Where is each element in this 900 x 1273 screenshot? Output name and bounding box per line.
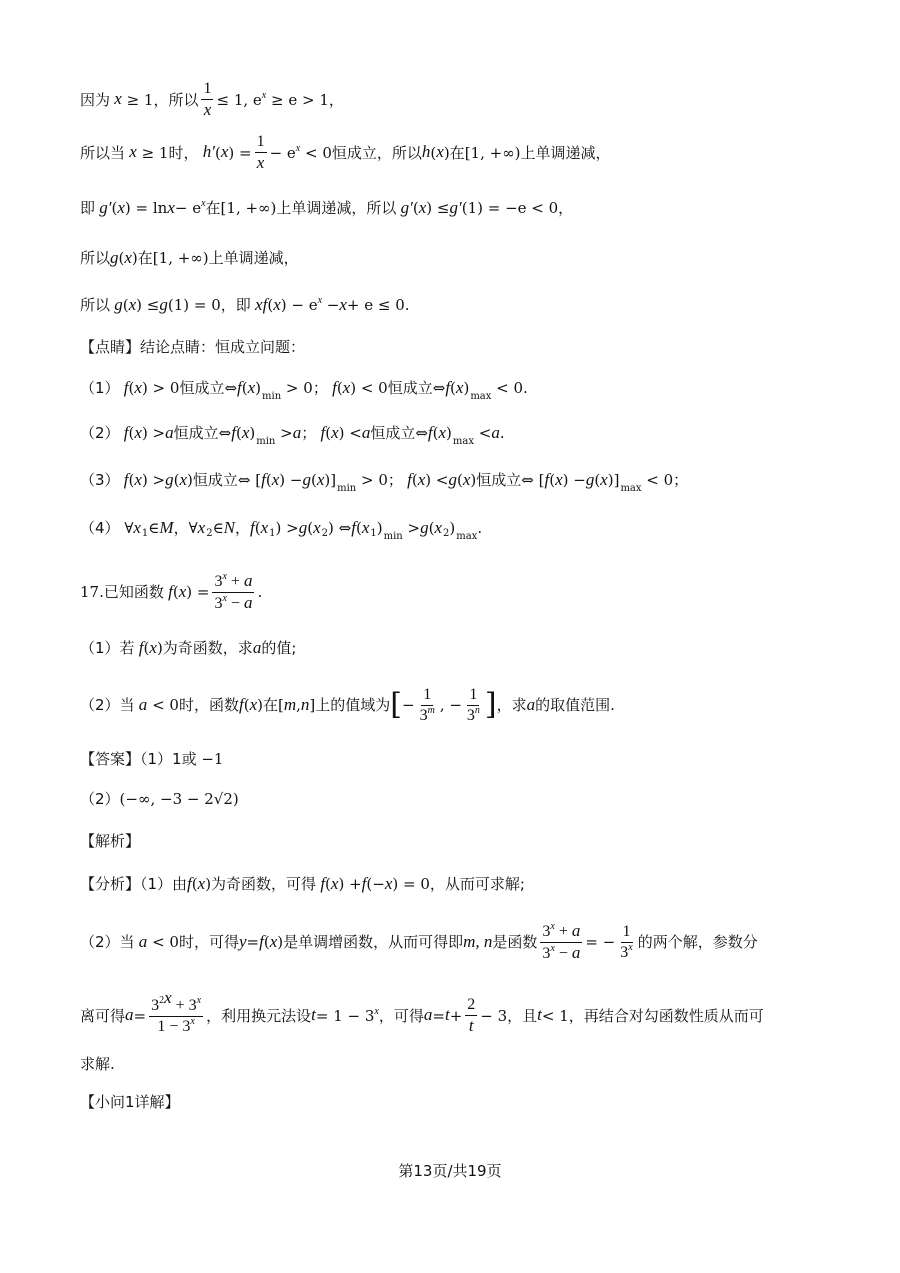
line-1: 因为 x ≥ 1， 所以 $\frac{1}{x}$ ≤ 1, $e^x \ge e > 1$， [80,80,344,119]
text: 【点睛】结论点睛：恒成立问题： [80,338,306,356]
analysis-line-1: 【分析】（1）由 f ( x ) 为奇函数，可得 f ( x ) + f (− x ) = 0 ，从而可求解; [80,874,525,894]
text: 所以 [80,296,111,315]
text: 为奇函数，求 [162,639,253,658]
text: 上单调递减， [520,143,611,162]
text: （2） [80,424,120,443]
text: （1） [80,379,120,398]
line-10: （4） ∀ x 1 ∈ M ，∀ x 2 ∈ N ， f ( x 1 ) > g ( x 2 ) ⇔ f ( x 1 )$_{min}$ > g ( x 2 )$_{max}$. [80,518,483,543]
text: ； [301,424,317,443]
text: 是单调增函数，从而可得即 [283,933,464,952]
text: 求解. [80,1055,115,1073]
text: ，再结合对勾函数性质从而可 [568,1006,764,1025]
line-5: 所以 g ( x ) ≤ g (1) = 0 ，即 xf ( x ) − $e^x$ − x + e ≤ 0. [80,295,410,315]
answer-line-2: （2） (−∞, −3 − 2√2) [80,790,239,808]
text: 【解析】 [80,832,141,850]
text: ，可得 [378,1006,424,1025]
text: 恒成立 [476,471,522,490]
text: 的取值范围. [535,696,615,715]
text: ，求 [496,696,527,715]
line-9: （3） f ( x ) > g ( x ) 恒成立 ⇔ [ f ( x ) − g ( x )]$_{min} > 0$ ； f ( x ) < g ( x ) 恒成立 ⇔ [ f ( x ) − g ( x )]$_{max} < 0$； [80,470,689,495]
text: ，从而可求解; [429,875,525,894]
text: 在 [205,199,221,218]
text: 的值; [261,639,297,658]
analysis-line-2: （2）当 a < 0 时，可得 y = f ( x ) 是单调增函数，从而可得即 m, n 是函数 $\frac{3^x + a}{3^x - a}$ = − $\frac{1}{3^x}$ 的两个解，参数分 [80,921,758,962]
text: 所以 [168,90,199,109]
text: 已知函数 [103,583,164,602]
text: （1）若 [80,639,135,658]
text: 在 [262,696,278,715]
answer-label: 【答案】（1）1或 [80,750,197,768]
text: 恒成立 [370,424,416,443]
text: 时，可得 [178,933,239,952]
line-7: （1） f ( x ) > 0 恒成立 ⇔ f ( x )$_{min} > 0$ ； f ( x ) < 0 恒成立 ⇔ f ( x )$_{max} < 0$. [80,378,528,403]
question-number: 17. [80,583,104,602]
question-part-2: （2）当 a < 0 时，函数 f ( x ) 在 [ m , n ] 上的值域为 [ − $\frac{1}{3^m}$ , − $\frac{1}{3^n}$ ] ，求 a 的取值范围. [80,686,615,724]
question-17: 17. 已知函数 f ( x ) = $\frac{3^x + a}{3^x - a}$ . [80,571,263,612]
answer-line-1: 【答案】（1）1或 −1 [80,750,224,768]
text: 恒成立，所以 [331,143,422,162]
analysis-line-4 [80,1055,860,1073]
text: ，且 [507,1006,538,1025]
text: 在 [137,249,153,268]
text: 在 [449,143,465,162]
text: 上单调递减，所以 [276,199,397,218]
text: ； [312,379,328,398]
text: ，利用换元法设 [206,1006,312,1025]
analysis-line-3: 离可得 a = $\frac{3^{2x} + 3^x}{1 - 3^x}$ ，利用换元法设 t = $1 - 3^x$ ，可得 a = t + $\frac{2}{t}$ − 3 ，且 t < 1 ，再结合对勾函数性质从而可 [80,988,764,1035]
text: （4） [80,519,120,538]
text: 因为 [80,90,111,109]
text: ，即 [220,296,251,315]
text: 为奇函数，可得 [211,875,317,894]
analysis-label [80,832,860,850]
text: 离可得 [80,1006,126,1025]
text: （2）当 [80,696,135,715]
text: 恒成立 [192,471,238,490]
text: 恒成立 [179,379,225,398]
line-3: 即 g′ ( x ) = ln x − $e^x$ 在 [1, +∞) 上单调递减，所以 g′ ( x ) ≤ g′ (1) = −e < 0， [80,198,574,218]
text: 时，函数 [178,696,239,715]
text: 上的值域为 [315,696,391,715]
text: 【小问1详解】 [80,1093,180,1111]
question-part-1: （1）若 f ( x ) 为奇函数，求 a 的值; [80,638,297,658]
text: 时， [168,143,199,162]
text: 恒成立 [173,424,219,443]
text: 恒成立 [387,379,433,398]
subquestion-1-heading [80,1093,860,1111]
text: 上单调递减， [208,249,299,268]
text: 所以当 [80,143,126,162]
page-number: 第13页/共19页 [398,1162,502,1180]
text: （2）当 [80,933,135,952]
line-4: 所以 g ( x ) 在 [1, +∞) 上单调递减， [80,248,299,268]
line-8: （2） f ( x ) > a 恒成立 ⇔ f ( x )$_{min}$ > a ； f ( x ) < a 恒成立 ⇔ f ( x )$_{max}$ < a . [80,423,505,448]
line-2: 所以当 x ≥ 1 时， h′ ( x ) = $\frac{1}{x}$ − $e^x < 0$ 恒成立，所以 h ( x ) 在 [1, +∞) 上单调递减， [80,133,611,172]
text: ； [387,471,403,490]
text: 即 [80,199,96,218]
text: 的两个解，参数分 [637,933,758,952]
text: 所以 [80,249,111,268]
line-6 [80,338,860,356]
text: （3） [80,471,120,490]
text: （2） [80,790,120,808]
text: 【分析】（1）由 [80,875,188,894]
text: 是函数 [492,933,538,952]
